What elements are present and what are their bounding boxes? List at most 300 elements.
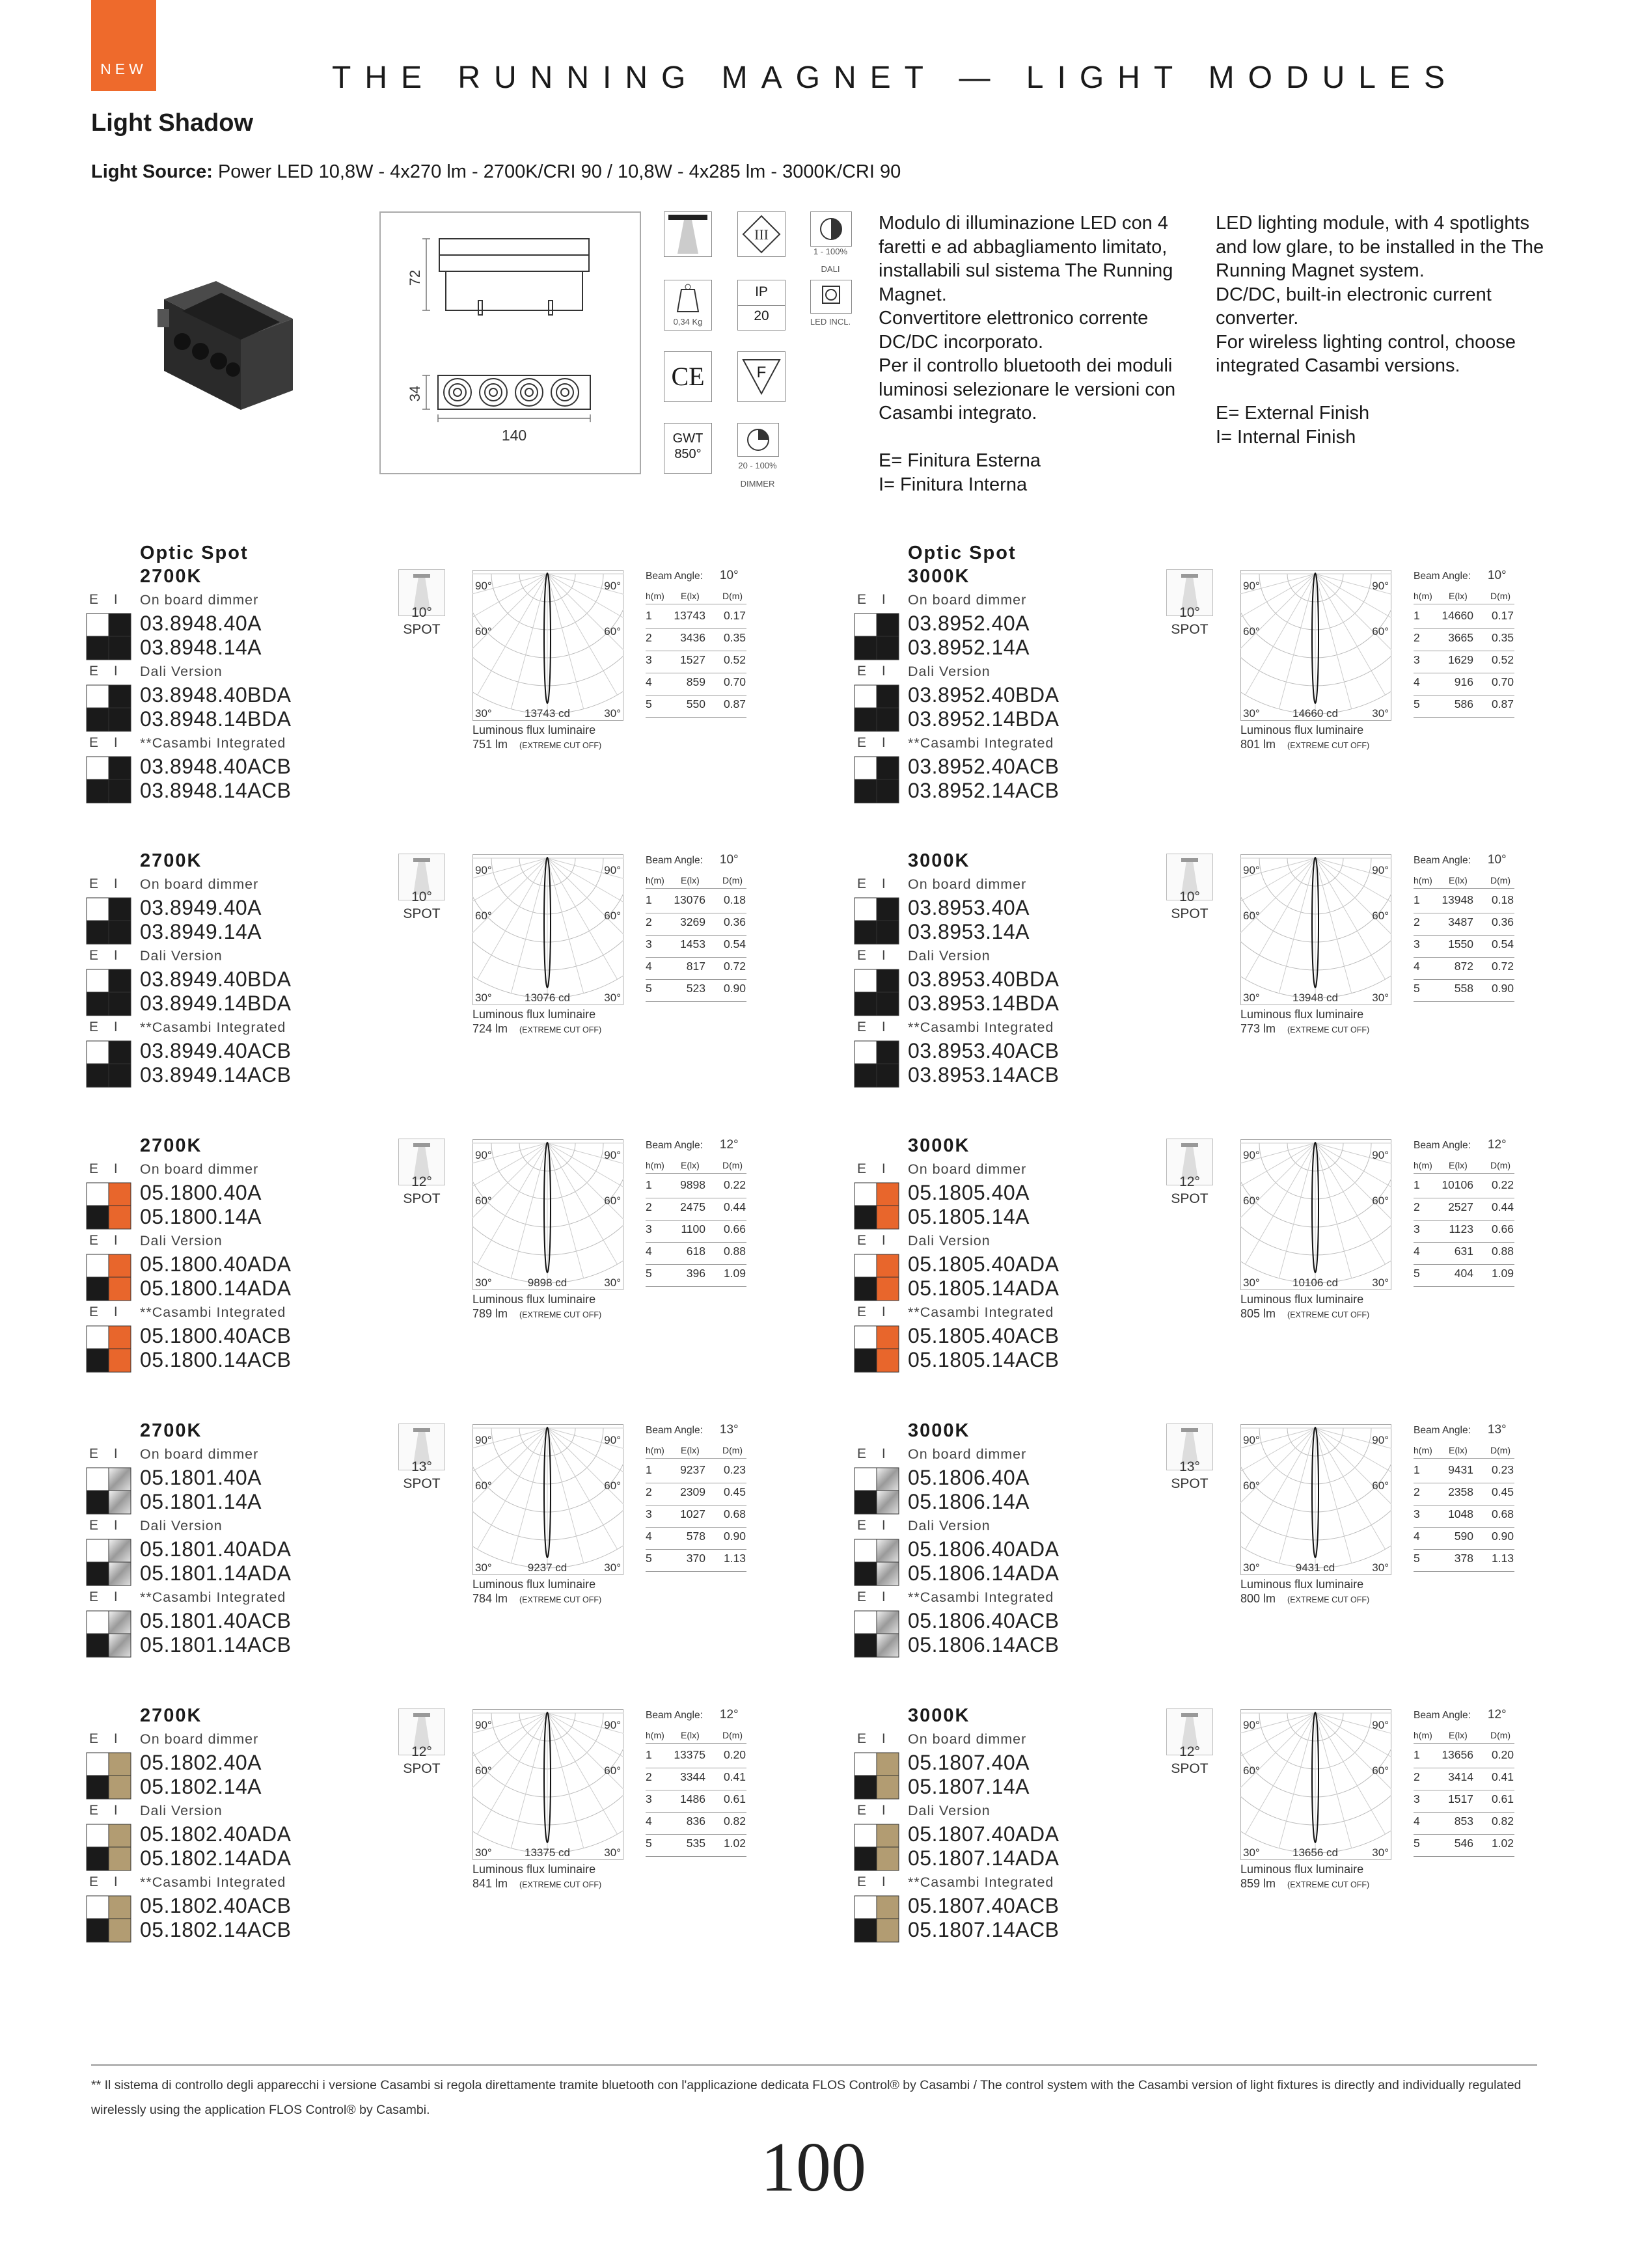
angle-60-right: 60°: [1372, 910, 1389, 922]
version-label: Dali Version: [140, 948, 223, 964]
finish-swatch: [86, 1467, 131, 1515]
version-label: Dali Version: [140, 1803, 223, 1818]
angle-90-right: 90°: [604, 1719, 621, 1731]
finish-swatch: [854, 1254, 899, 1301]
table-row: 1 10106 0.22: [1414, 1176, 1514, 1198]
page-title: THE RUNNING MAGNET — LIGHT MODULES: [332, 61, 1458, 95]
table-row: 1 13743 0.17: [646, 606, 746, 629]
table-row: 2 3665 0.35: [1414, 628, 1514, 651]
luminous-flux-label: Luminous flux luminaire: [472, 1293, 596, 1306]
product-code: 05.1800.14ADA: [140, 1276, 292, 1300]
finish-swatch: [854, 613, 899, 660]
luminous-flux-label: Luminous flux luminaire: [1240, 1863, 1364, 1876]
angle-30-right: 30°: [604, 1561, 621, 1574]
product-code: 05.1800.14ACB: [140, 1348, 292, 1371]
finish-legend: E I: [857, 664, 886, 679]
product-code: 05.1807.14A: [908, 1775, 1030, 1798]
finish-swatch: [86, 1539, 131, 1586]
polar-diagram: [1240, 854, 1391, 1005]
polar-diagram: [472, 1709, 623, 1860]
polar-diagram: [1240, 1424, 1391, 1575]
product-code: 05.1802.40ADA: [140, 1822, 292, 1846]
polar-diagram: [472, 570, 623, 721]
version-label: On board dimmer: [908, 592, 1027, 608]
table-row: 1 9898 0.22: [646, 1176, 746, 1198]
version-label: On board dimmer: [140, 876, 259, 892]
product-block: [86, 1679, 867, 1952]
luminous-flux: 773 lm (EXTREME CUT OFF): [1240, 1022, 1370, 1035]
product-code: 05.1802.14A: [140, 1775, 262, 1798]
angle-30-left: 30°: [1243, 992, 1260, 1004]
finish-legend: E I: [857, 1161, 886, 1176]
version-label: **Casambi Integrated: [140, 1304, 286, 1320]
product-code: 05.1807.40ACB: [908, 1894, 1060, 1917]
f-mark: F: [737, 351, 786, 402]
angle-60-left: 60°: [475, 910, 492, 922]
angle-30-left: 30°: [475, 1846, 492, 1859]
product-code: 05.1801.14ADA: [140, 1561, 292, 1585]
version-label: On board dimmer: [908, 876, 1027, 892]
table-row: 2 3269 0.36: [646, 913, 746, 936]
photometric-table: Beam Angle: 10° h(m) E(lx) D(m) 1 13076 0.18 2 3269 0.36 3 1453 0.54 4 817 0.72 5 523 0.90: [646, 853, 750, 1016]
finish-legend: E I: [89, 1304, 118, 1319]
table-row: 5 396 1.09: [646, 1264, 746, 1287]
dimmer-range: 20 - 100%: [738, 461, 777, 470]
finish-swatch: [86, 1610, 131, 1658]
version-label: Dali Version: [140, 1233, 223, 1249]
spot-label: SPOT: [1171, 1191, 1209, 1206]
table-row: 4 872 0.72: [1414, 957, 1514, 980]
product-code: 05.1802.40A: [140, 1751, 262, 1774]
product-code: 05.1801.14A: [140, 1490, 262, 1513]
finish-swatch: [854, 969, 899, 1016]
luminous-flux: 801 lm (EXTREME CUT OFF): [1240, 738, 1370, 751]
table-row: 5 535 1.02: [646, 1834, 746, 1857]
beam-angle-short: 12°: [411, 1174, 432, 1189]
beam-angle-short: 13°: [411, 1459, 432, 1474]
max-intensity: 13948 cd: [1292, 992, 1338, 1004]
finish-legend: E I: [89, 1803, 118, 1818]
product-block: [854, 1679, 1627, 1952]
angle-60-right: 60°: [604, 910, 621, 922]
product-code: 05.1806.14ADA: [908, 1561, 1060, 1585]
spot-label: SPOT: [403, 1191, 441, 1206]
table-row: 1 13948 0.18: [1414, 891, 1514, 913]
luminous-flux-label: Luminous flux luminaire: [1240, 1578, 1364, 1591]
footnote-divider: [91, 2064, 1537, 2066]
angle-90-right: 90°: [604, 580, 621, 592]
finish-swatch: [854, 1752, 899, 1800]
angle-30-left: 30°: [475, 707, 492, 720]
spot-label: SPOT: [1171, 906, 1209, 921]
max-intensity: 13076 cd: [525, 992, 570, 1004]
photometric-table: Beam Angle: 12° h(m) E(lx) D(m) 1 10106 0.22 2 2527 0.44 3 1123 0.66 4 631 0.88 5 404 1.09: [1414, 1138, 1518, 1301]
beam-angle: Beam Angle: 12°: [1414, 1708, 1507, 1721]
beam-angle: Beam Angle: 10°: [1414, 853, 1507, 867]
table-row: 4 817 0.72: [646, 957, 746, 980]
angle-60-left: 60°: [1243, 1195, 1260, 1207]
table-row: 2 2309 0.45: [646, 1483, 746, 1505]
angle-30-right: 30°: [1372, 1561, 1389, 1574]
product-code: 05.1802.40ACB: [140, 1894, 292, 1917]
product-code: 05.1802.14ACB: [140, 1918, 292, 1941]
angle-90-right: 90°: [1372, 864, 1389, 876]
version-label: **Casambi Integrated: [140, 735, 286, 751]
version-label: Dali Version: [140, 1518, 223, 1533]
beam-angle: Beam Angle: 10°: [646, 569, 739, 582]
angle-90-right: 90°: [1372, 1434, 1389, 1446]
finish-legend: E I: [857, 735, 886, 750]
spot-label: SPOT: [403, 1761, 441, 1776]
angle-90-left: 90°: [1243, 864, 1260, 876]
product-block: [854, 540, 1627, 813]
cct-heading: 3000K: [908, 1420, 970, 1441]
photometric-table: Beam Angle: 10° h(m) E(lx) D(m) 1 14660 0.17 2 3665 0.35 3 1629 0.52 4 916 0.70 5 586 0.87: [1414, 569, 1518, 731]
product-code: 05.1806.40A: [908, 1466, 1030, 1489]
version-label: **Casambi Integrated: [140, 1019, 286, 1035]
product-code: 03.8949.14A: [140, 920, 262, 943]
beam-angle: Beam Angle: 12°: [646, 1138, 739, 1152]
finish-swatch: [854, 1539, 899, 1586]
angle-30-left: 30°: [475, 992, 492, 1004]
product-code: 03.8952.14BDA: [908, 707, 1060, 731]
table-row: 3 1048 0.68: [1414, 1505, 1514, 1528]
finish-legend: E I: [89, 592, 118, 607]
product-code: 05.1805.40A: [908, 1181, 1030, 1204]
version-label: **Casambi Integrated: [908, 1874, 1054, 1890]
finish-legend: E I: [857, 948, 886, 963]
max-intensity: 13656 cd: [1292, 1846, 1338, 1859]
table-row: 4 853 0.82: [1414, 1812, 1514, 1835]
spot-optic-icon: [664, 211, 712, 257]
luminous-flux-label: Luminous flux luminaire: [472, 723, 596, 736]
product-code: 03.8948.14ACB: [140, 779, 292, 802]
version-label: **Casambi Integrated: [140, 1874, 286, 1890]
product-block: [86, 1394, 867, 1667]
finish-swatch: [854, 1040, 899, 1088]
finish-swatch: [86, 1254, 131, 1301]
finish-legend: E I: [89, 876, 118, 891]
product-code: 05.1807.40A: [908, 1751, 1030, 1774]
luminous-flux: 859 lm (EXTREME CUT OFF): [1240, 1877, 1370, 1890]
product-code: 03.8949.40A: [140, 896, 262, 919]
version-label: On board dimmer: [908, 1161, 1027, 1177]
photometric-table: Beam Angle: 12° h(m) E(lx) D(m) 1 13656 0.20 2 3414 0.41 3 1517 0.61 4 853 0.82 5 546 1.02: [1414, 1708, 1518, 1870]
product-code: 05.1805.40ADA: [908, 1252, 1060, 1276]
description-italian: Modulo di illuminazione LED con 4 faretti e ad abbagliamento limitato, installabili sul sistema The Running Magnet. Convertitore elettronico corrente DC/DC incorporato. Per il controllo bluetooth dei moduli luminosi selezionare le versioni con Casambi integrato. E= Finitura Esterna I= Finitura Interna: [879, 213, 1176, 495]
product-code: 05.1807.14ACB: [908, 1918, 1060, 1941]
optic-heading: Optic Spot: [908, 543, 1017, 563]
angle-30-left: 30°: [1243, 1276, 1260, 1289]
beam-angle: Beam Angle: 13°: [1414, 1423, 1507, 1437]
beam-angle-short: 12°: [411, 1744, 432, 1759]
product-code: 05.1800.40A: [140, 1181, 262, 1204]
angle-30-left: 30°: [475, 1276, 492, 1289]
beam-angle-short: 10°: [411, 605, 432, 620]
angle-30-right: 30°: [604, 992, 621, 1004]
angle-60-left: 60°: [1243, 910, 1260, 922]
luminous-flux-label: Luminous flux luminaire: [1240, 1293, 1364, 1306]
polar-diagram: [1240, 1709, 1391, 1860]
version-label: Dali Version: [908, 1233, 991, 1249]
spot-label: SPOT: [403, 622, 441, 637]
product-code: 05.1801.14ACB: [140, 1633, 292, 1656]
table-row: 1 13076 0.18: [646, 891, 746, 913]
table-row: 3 1517 0.61: [1414, 1790, 1514, 1813]
angle-60-left: 60°: [475, 1479, 492, 1492]
product-code: 03.8949.14BDA: [140, 992, 292, 1015]
finish-swatch: [854, 1325, 899, 1373]
version-label: **Casambi Integrated: [908, 1304, 1054, 1320]
version-label: Dali Version: [908, 1803, 991, 1818]
table-row: 1 9431 0.23: [1414, 1461, 1514, 1483]
angle-90-left: 90°: [475, 1434, 492, 1446]
product-code: 05.1806.40ADA: [908, 1537, 1060, 1561]
finish-legend: E I: [89, 1589, 118, 1604]
finish-swatch: [86, 756, 131, 803]
angle-60-left: 60°: [475, 1764, 492, 1777]
angle-90-left: 90°: [475, 864, 492, 876]
finish-legend: E I: [857, 1446, 886, 1461]
table-row: 4 590 0.90: [1414, 1527, 1514, 1550]
finish-swatch: [86, 1182, 131, 1230]
product-code: 05.1805.14ACB: [908, 1348, 1060, 1371]
angle-90-left: 90°: [1243, 1149, 1260, 1161]
dim-height-b: 34: [407, 385, 423, 402]
photometric-table: Beam Angle: 13° h(m) E(lx) D(m) 1 9431 0.23 2 2358 0.45 3 1048 0.68 4 590 0.90 5 378 1.13: [1414, 1423, 1518, 1586]
photometric-table: Beam Angle: 12° h(m) E(lx) D(m) 1 9898 0.22 2 2475 0.44 3 1100 0.66 4 618 0.88 5 396 1.09: [646, 1138, 750, 1301]
finish-legend: E I: [857, 1731, 886, 1746]
max-intensity: 13743 cd: [525, 707, 570, 720]
cct-heading: 2700K: [140, 1420, 202, 1441]
finish-swatch: [86, 1040, 131, 1088]
polar-diagram: [1240, 570, 1391, 721]
table-row: 5 404 1.09: [1414, 1264, 1514, 1287]
dimmer-icon: [737, 423, 779, 457]
finish-legend: E I: [857, 1518, 886, 1533]
product-code: 03.8949.40BDA: [140, 967, 292, 991]
angle-60-right: 60°: [604, 625, 621, 638]
polar-diagram: [472, 1139, 623, 1290]
angle-90-right: 90°: [1372, 1719, 1389, 1731]
photometric-table: Beam Angle: 10° h(m) E(lx) D(m) 1 13948 0.18 2 3487 0.36 3 1550 0.54 4 872 0.72 5 558 0.90: [1414, 853, 1518, 1016]
product-photo: [156, 273, 299, 416]
version-label: On board dimmer: [908, 1446, 1027, 1462]
product-block: [854, 1109, 1627, 1383]
luminous-flux: 724 lm (EXTREME CUT OFF): [472, 1022, 602, 1035]
spot-label: SPOT: [1171, 1476, 1209, 1491]
angle-60-right: 60°: [1372, 1764, 1389, 1777]
product-code: 05.1807.40ADA: [908, 1822, 1060, 1846]
angle-30-right: 30°: [1372, 1846, 1389, 1859]
beam-angle: Beam Angle: 13°: [646, 1423, 739, 1437]
product-code: 03.8952.14ACB: [908, 779, 1060, 802]
version-label: **Casambi Integrated: [908, 735, 1054, 751]
light-source-label: Light Source:: [91, 161, 213, 182]
angle-30-right: 30°: [604, 1846, 621, 1859]
cct-heading: 3000K: [908, 850, 970, 871]
angle-30-left: 30°: [1243, 707, 1260, 720]
footnote: ** Il sistema di controllo degli apparecchi i versione Casambi si regola direttamente tramite bluetooth con l'applicazione dedicata FLOS Control® by Casambi / The control system with the Casambi version of light fixtures is directly and individually regulated wirelessly using the application FLOS Control® by Casambi.: [91, 2078, 1522, 2117]
luminous-flux: 800 lm (EXTREME CUT OFF): [1240, 1592, 1370, 1605]
finish-legend: E I: [89, 1874, 118, 1889]
product-code: 03.8952.40ACB: [908, 755, 1060, 778]
table-row: 2 3414 0.41: [1414, 1768, 1514, 1790]
dim-width: 140: [501, 427, 527, 444]
angle-90-left: 90°: [475, 1719, 492, 1731]
version-label: On board dimmer: [140, 1446, 259, 1462]
table-row: 4 859 0.70: [646, 673, 746, 695]
product-code: 05.1807.14ADA: [908, 1846, 1060, 1870]
finish-legend: E I: [857, 1304, 886, 1319]
ip-rating: IP 20: [737, 280, 786, 331]
beam-angle-short: 10°: [411, 889, 432, 904]
angle-90-right: 90°: [604, 864, 621, 876]
product-code: 05.1801.40ACB: [140, 1609, 292, 1632]
angle-30-right: 30°: [1372, 1276, 1389, 1289]
version-label: On board dimmer: [908, 1731, 1027, 1747]
table-row: 2 3344 0.41: [646, 1768, 746, 1790]
cct-heading: 3000K: [908, 1135, 970, 1156]
dali-label: DALI: [821, 264, 840, 274]
max-intensity: 9431 cd: [1295, 1561, 1335, 1574]
cct-heading: 3000K: [908, 566, 970, 587]
table-row: 4 916 0.70: [1414, 673, 1514, 695]
dimmer-label: DIMMER: [740, 479, 775, 489]
description-english: LED lighting module, with 4 spotlights and low glare, to be installed in the The Running Magnet system. DC/DC, built-in electronic current converter. For wireless lighting control, choose integrated Casambi versions. E= External Finish I= Internal Finish: [1216, 213, 1544, 448]
version-label: Dali Version: [908, 664, 991, 679]
version-label: Dali Version: [908, 1518, 991, 1533]
luminous-flux: 789 lm (EXTREME CUT OFF): [472, 1307, 602, 1320]
product-code: 03.8953.40BDA: [908, 967, 1060, 991]
finish-legend: E I: [89, 735, 118, 750]
finish-swatch: [86, 613, 131, 660]
weight-label: 0,34 Kg: [673, 317, 703, 327]
table-row: 1 9237 0.23: [646, 1461, 746, 1483]
photometric-table: Beam Angle: 12° h(m) E(lx) D(m) 1 13375 0.20 2 3344 0.41 3 1486 0.61 4 836 0.82 5 535 1.02: [646, 1708, 750, 1870]
spot-label: SPOT: [1171, 622, 1209, 637]
product-code: 05.1801.40A: [140, 1466, 262, 1489]
angle-60-left: 60°: [1243, 1479, 1260, 1492]
angle-60-right: 60°: [1372, 1195, 1389, 1207]
beam-angle-short: 13°: [1179, 1459, 1200, 1474]
finish-swatch: [854, 1467, 899, 1515]
luminous-flux: 841 lm (EXTREME CUT OFF): [472, 1877, 602, 1890]
product-code: 05.1805.14A: [908, 1205, 1030, 1228]
table-row: 3 1486 0.61: [646, 1790, 746, 1813]
finish-legend: E I: [857, 876, 886, 891]
product-code: 03.8952.40A: [908, 612, 1030, 635]
optic-heading: Optic Spot: [140, 543, 249, 563]
finish-legend: E I: [89, 1518, 118, 1533]
product-code: 03.8953.40ACB: [908, 1039, 1060, 1062]
product-code: 05.1801.40ADA: [140, 1537, 292, 1561]
angle-90-left: 90°: [1243, 580, 1260, 592]
product-code: 05.1806.14A: [908, 1490, 1030, 1513]
max-intensity: 10106 cd: [1292, 1276, 1338, 1289]
beam-angle: Beam Angle: 10°: [646, 853, 739, 867]
angle-60-left: 60°: [1243, 625, 1260, 638]
finish-swatch: [86, 1325, 131, 1373]
product-code: 03.8953.14A: [908, 920, 1030, 943]
product-block: [854, 824, 1627, 1098]
finish-swatch: [854, 1895, 899, 1943]
table-row: 4 631 0.88: [1414, 1242, 1514, 1265]
product-block: [86, 1109, 867, 1383]
angle-90-right: 90°: [1372, 580, 1389, 592]
angle-60-left: 60°: [475, 1195, 492, 1207]
table-row: 3 1527 0.52: [646, 651, 746, 673]
table-row: 2 2527 0.44: [1414, 1198, 1514, 1221]
table-row: 2 3487 0.36: [1414, 913, 1514, 936]
finish-swatch: [86, 1895, 131, 1943]
product-code: 05.1805.40ACB: [908, 1324, 1060, 1347]
beam-angle: Beam Angle: 12°: [1414, 1138, 1507, 1152]
luminous-flux-label: Luminous flux luminaire: [472, 1008, 596, 1021]
product-code: 03.8953.40A: [908, 896, 1030, 919]
finish-legend: E I: [89, 1731, 118, 1746]
table-row: 5 523 0.90: [646, 979, 746, 1002]
product-code: 03.8948.14BDA: [140, 707, 292, 731]
product-code: 03.8948.14A: [140, 636, 262, 659]
luminous-flux: 805 lm (EXTREME CUT OFF): [1240, 1307, 1370, 1320]
angle-30-right: 30°: [604, 707, 621, 720]
angle-60-right: 60°: [604, 1479, 621, 1492]
table-row: 3 1629 0.52: [1414, 651, 1514, 673]
page-number: 100: [761, 2129, 866, 2206]
light-source-line: [91, 161, 901, 183]
finish-legend: E I: [89, 1161, 118, 1176]
angle-90-left: 90°: [1243, 1434, 1260, 1446]
angle-90-left: 90°: [475, 1149, 492, 1161]
version-label: Dali Version: [908, 948, 991, 964]
finish-legend: E I: [857, 592, 886, 607]
product-block: [86, 540, 867, 813]
product-code: 05.1800.40ADA: [140, 1252, 292, 1276]
cct-heading: 3000K: [908, 1705, 970, 1726]
beam-angle: Beam Angle: 12°: [646, 1708, 739, 1721]
finish-legend: E I: [89, 664, 118, 679]
technical-drawing: [379, 211, 641, 474]
angle-90-left: 90°: [1243, 1719, 1260, 1731]
product-code: 05.1805.14ADA: [908, 1276, 1060, 1300]
product-block: [86, 824, 867, 1098]
max-intensity: 9237 cd: [527, 1561, 567, 1574]
finish-legend: E I: [89, 1019, 118, 1034]
max-intensity: 14660 cd: [1292, 707, 1338, 720]
product-code: 05.1806.14ACB: [908, 1633, 1060, 1656]
angle-30-right: 30°: [604, 1276, 621, 1289]
table-row: 1 13656 0.20: [1414, 1746, 1514, 1768]
finish-legend: E I: [89, 1446, 118, 1461]
product-code: 03.8953.14BDA: [908, 992, 1060, 1015]
version-label: **Casambi Integrated: [908, 1019, 1054, 1035]
table-row: 5 370 1.13: [646, 1549, 746, 1572]
luminous-flux-label: Luminous flux luminaire: [472, 1578, 596, 1591]
cct-heading: 2700K: [140, 850, 202, 871]
finish-legend: E I: [857, 1233, 886, 1248]
finish-swatch: [86, 1752, 131, 1800]
photometric-table: Beam Angle: 13° h(m) E(lx) D(m) 1 9237 0.23 2 2309 0.45 3 1027 0.68 4 578 0.90 5 370 1.13: [646, 1423, 750, 1586]
product-code: 05.1806.40ACB: [908, 1609, 1060, 1632]
angle-30-left: 30°: [1243, 1561, 1260, 1574]
product-code: 05.1800.40ACB: [140, 1324, 292, 1347]
angle-60-right: 60°: [1372, 1479, 1389, 1492]
angle-60-left: 60°: [475, 625, 492, 638]
svg-text:III: III: [754, 226, 769, 243]
finish-swatch: [854, 756, 899, 803]
luminous-flux-label: Luminous flux luminaire: [472, 1863, 596, 1876]
